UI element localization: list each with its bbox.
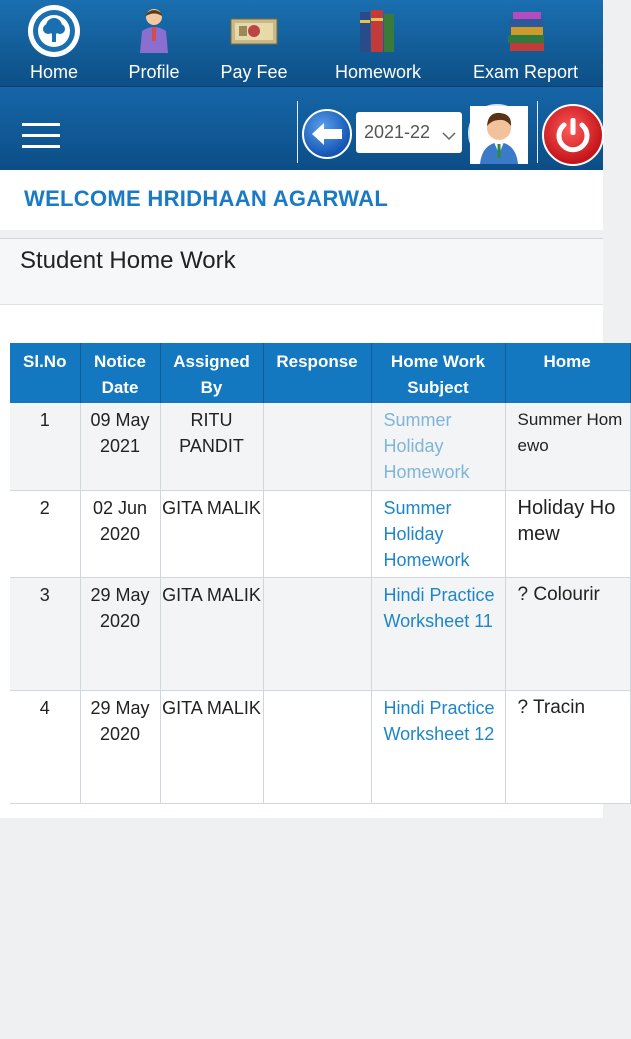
cell-assigned-by: GITA MALIK — [160, 490, 263, 577]
homework-card — [0, 238, 623, 818]
col-header-hw-subject[interactable]: Home Work Subject — [371, 343, 505, 403]
books-icon — [353, 6, 403, 56]
nav-home[interactable] — [0, 0, 108, 86]
back-arrow-icon[interactable] — [302, 109, 352, 159]
money-icon — [229, 6, 279, 56]
cell-response — [263, 490, 371, 577]
nav-pay-fee-label: Pay Fee — [220, 62, 288, 82]
page-title: Student Home Work — [20, 247, 236, 274]
col-header-slno[interactable]: Sl.No — [10, 343, 80, 403]
table-scroll-area[interactable] — [0, 239, 623, 1039]
cell-hw-subject-link[interactable]: Summer Holiday Homework — [371, 403, 505, 490]
cell-description — [505, 490, 630, 577]
nav-profile[interactable] — [108, 0, 200, 86]
school-logo-icon — [29, 6, 79, 56]
cell-slno: 3 — [10, 577, 80, 690]
cell-description — [505, 403, 630, 490]
cell-hw-subject-link[interactable]: Hindi Practice Worksheet 12 — [371, 690, 505, 803]
col-header-response[interactable]: Response — [263, 343, 371, 403]
top-nav — [0, 0, 603, 86]
col-header-home[interactable]: Home — [505, 343, 630, 403]
book-stack-icon — [501, 6, 551, 56]
cell-description-text: Summer Homewo — [517, 410, 623, 455]
table-row — [10, 490, 630, 577]
academic-year-select[interactable] — [356, 112, 462, 153]
cell-date: 09 May 2021 — [80, 403, 160, 490]
cell-response — [263, 403, 371, 490]
cell-assigned-by: RITU PANDIT — [160, 403, 263, 490]
menu-icon[interactable] — [22, 123, 60, 149]
cell-description-text: ? Colourir — [517, 583, 600, 605]
avatar[interactable] — [468, 104, 526, 162]
col-header-assigned-by[interactable]: Assigned By — [160, 343, 263, 403]
nav-pay-fee[interactable] — [200, 0, 308, 86]
table-row — [10, 577, 630, 690]
cell-assigned-by: GITA MALIK — [160, 577, 263, 690]
cell-slno: 2 — [10, 490, 80, 577]
cell-assigned-by: GITA MALIK — [160, 690, 263, 803]
nav-home-label: Home — [29, 62, 78, 82]
cell-date: 29 May 2020 — [80, 690, 160, 803]
toolbar-divider — [537, 101, 538, 163]
chevron-down-icon — [442, 125, 456, 146]
nav-exam-report[interactable] — [448, 0, 603, 86]
cell-date: 29 May 2020 — [80, 577, 160, 690]
cell-description — [505, 577, 630, 690]
col-header-notice-date[interactable]: Notice Date — [80, 343, 160, 403]
nav-exam-report-label: Exam Report — [472, 62, 579, 82]
welcome-text: WELCOME HRIDHAAN AGARWAL — [24, 186, 389, 211]
nav-homework-label: Homework — [334, 62, 422, 82]
cell-response — [263, 577, 371, 690]
cell-hw-subject-link[interactable]: Hindi Practice Worksheet 11 — [371, 577, 505, 690]
toolbar-divider — [297, 101, 298, 163]
nav-homework[interactable] — [308, 0, 448, 86]
academic-year-value: 2021-22 — [364, 122, 431, 142]
cell-slno: 4 — [10, 690, 80, 803]
nav-profile-label: Profile — [128, 62, 180, 82]
homework-table — [10, 343, 631, 804]
table-row — [10, 403, 630, 490]
table-row — [10, 690, 630, 803]
person-icon — [129, 6, 179, 56]
cell-date: 02 Jun 2020 — [80, 490, 160, 577]
cell-description-text: ? Tracin — [517, 696, 586, 718]
table-header-row — [10, 343, 630, 403]
cell-response — [263, 690, 371, 803]
power-icon[interactable] — [542, 104, 604, 166]
cell-hw-subject-link[interactable]: Summer Holiday Homework — [371, 490, 505, 577]
cell-description — [505, 690, 630, 803]
cell-slno: 1 — [10, 403, 80, 490]
welcome-bar — [0, 170, 603, 230]
cell-description-text: Holiday Homew — [517, 496, 616, 545]
